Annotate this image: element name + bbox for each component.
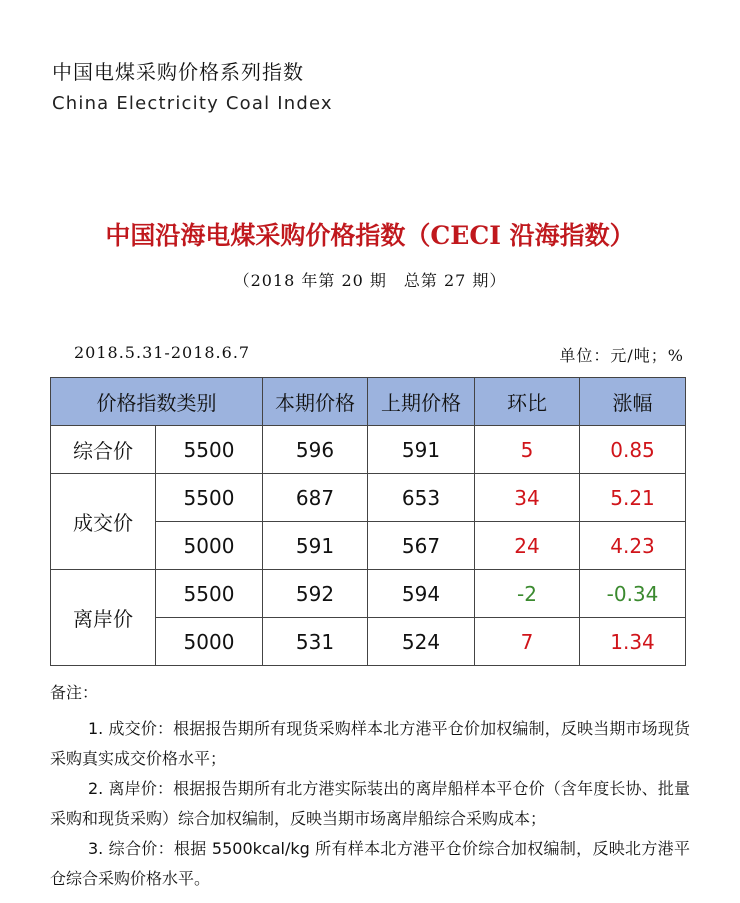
pct-change-cell: 5.21 bbox=[580, 474, 686, 522]
header-current-price: 本期价格 bbox=[263, 378, 368, 426]
grade-cell: 5500 bbox=[156, 426, 263, 474]
header-category: 价格指数类别 bbox=[51, 378, 263, 426]
current-price-cell: 591 bbox=[263, 522, 368, 570]
grade-cell: 5500 bbox=[156, 570, 263, 618]
change-cell: 5 bbox=[475, 426, 580, 474]
pct-change-cell: 1.34 bbox=[580, 618, 686, 666]
pct-change-cell: 0.85 bbox=[580, 426, 686, 474]
previous-price-cell: 594 bbox=[368, 570, 475, 618]
grade-cell: 5000 bbox=[156, 522, 263, 570]
page-title: 中国沿海电煤采购价格指数（CECI 沿海指数） bbox=[105, 221, 635, 250]
note-item: 3. 综合价：根据 5500kcal/kg 所有样本北方港平仓价综合加权编制，反映北方港平仓综合采购价格水平。 bbox=[50, 839, 690, 888]
price-index-table bbox=[50, 377, 686, 666]
brand-title-cn: 中国电煤采购价格系列指数 bbox=[52, 60, 304, 84]
header-previous-price: 上期价格 bbox=[368, 378, 475, 426]
change-cell: 7 bbox=[475, 618, 580, 666]
previous-price-cell: 524 bbox=[368, 618, 475, 666]
header-change: 环比 bbox=[475, 378, 580, 426]
note-item: 1. 成交价：根据报告期所有现货采购样本北方港平仓价加权编制，反映当期市场现货采购真实成交价格水平； bbox=[50, 719, 690, 768]
table-row bbox=[51, 474, 686, 522]
table-row bbox=[51, 570, 686, 618]
change-cell: 24 bbox=[475, 522, 580, 570]
notes-label: 备注： bbox=[50, 683, 99, 702]
header-pct-change: 涨幅 bbox=[580, 378, 686, 426]
current-price-cell: 531 bbox=[263, 618, 368, 666]
date-range: 2018.5.31-2018.6.7 bbox=[74, 343, 251, 362]
table-row bbox=[51, 426, 686, 474]
change-cell: 34 bbox=[475, 474, 580, 522]
category-cell: 综合价 bbox=[51, 426, 156, 474]
current-price-cell: 596 bbox=[263, 426, 368, 474]
category-cell: 成交价 bbox=[51, 474, 156, 570]
previous-price-cell: 653 bbox=[368, 474, 475, 522]
notes-section bbox=[50, 678, 690, 894]
unit-label: 单位：元/吨；% bbox=[559, 346, 684, 365]
brand-title-en: China Electricity Coal Index bbox=[52, 93, 333, 114]
current-price-cell: 687 bbox=[263, 474, 368, 522]
change-cell: -2 bbox=[475, 570, 580, 618]
table-header-row bbox=[51, 378, 686, 426]
previous-price-cell: 591 bbox=[368, 426, 475, 474]
pct-change-cell: 4.23 bbox=[580, 522, 686, 570]
category-cell: 离岸价 bbox=[51, 570, 156, 666]
grade-cell: 5000 bbox=[156, 618, 263, 666]
previous-price-cell: 567 bbox=[368, 522, 475, 570]
note-item: 2. 离岸价：根据报告期所有北方港实际装出的离岸船样本平仓价（含年度长协、批量采购和现货采购）综合加权编制，反映当期市场离岸船综合采购成本； bbox=[50, 779, 690, 828]
issue-number: （2018 年第 20 期 总第 27 期） bbox=[233, 271, 507, 290]
current-price-cell: 592 bbox=[263, 570, 368, 618]
pct-change-cell: -0.34 bbox=[580, 570, 686, 618]
grade-cell: 5500 bbox=[156, 474, 263, 522]
